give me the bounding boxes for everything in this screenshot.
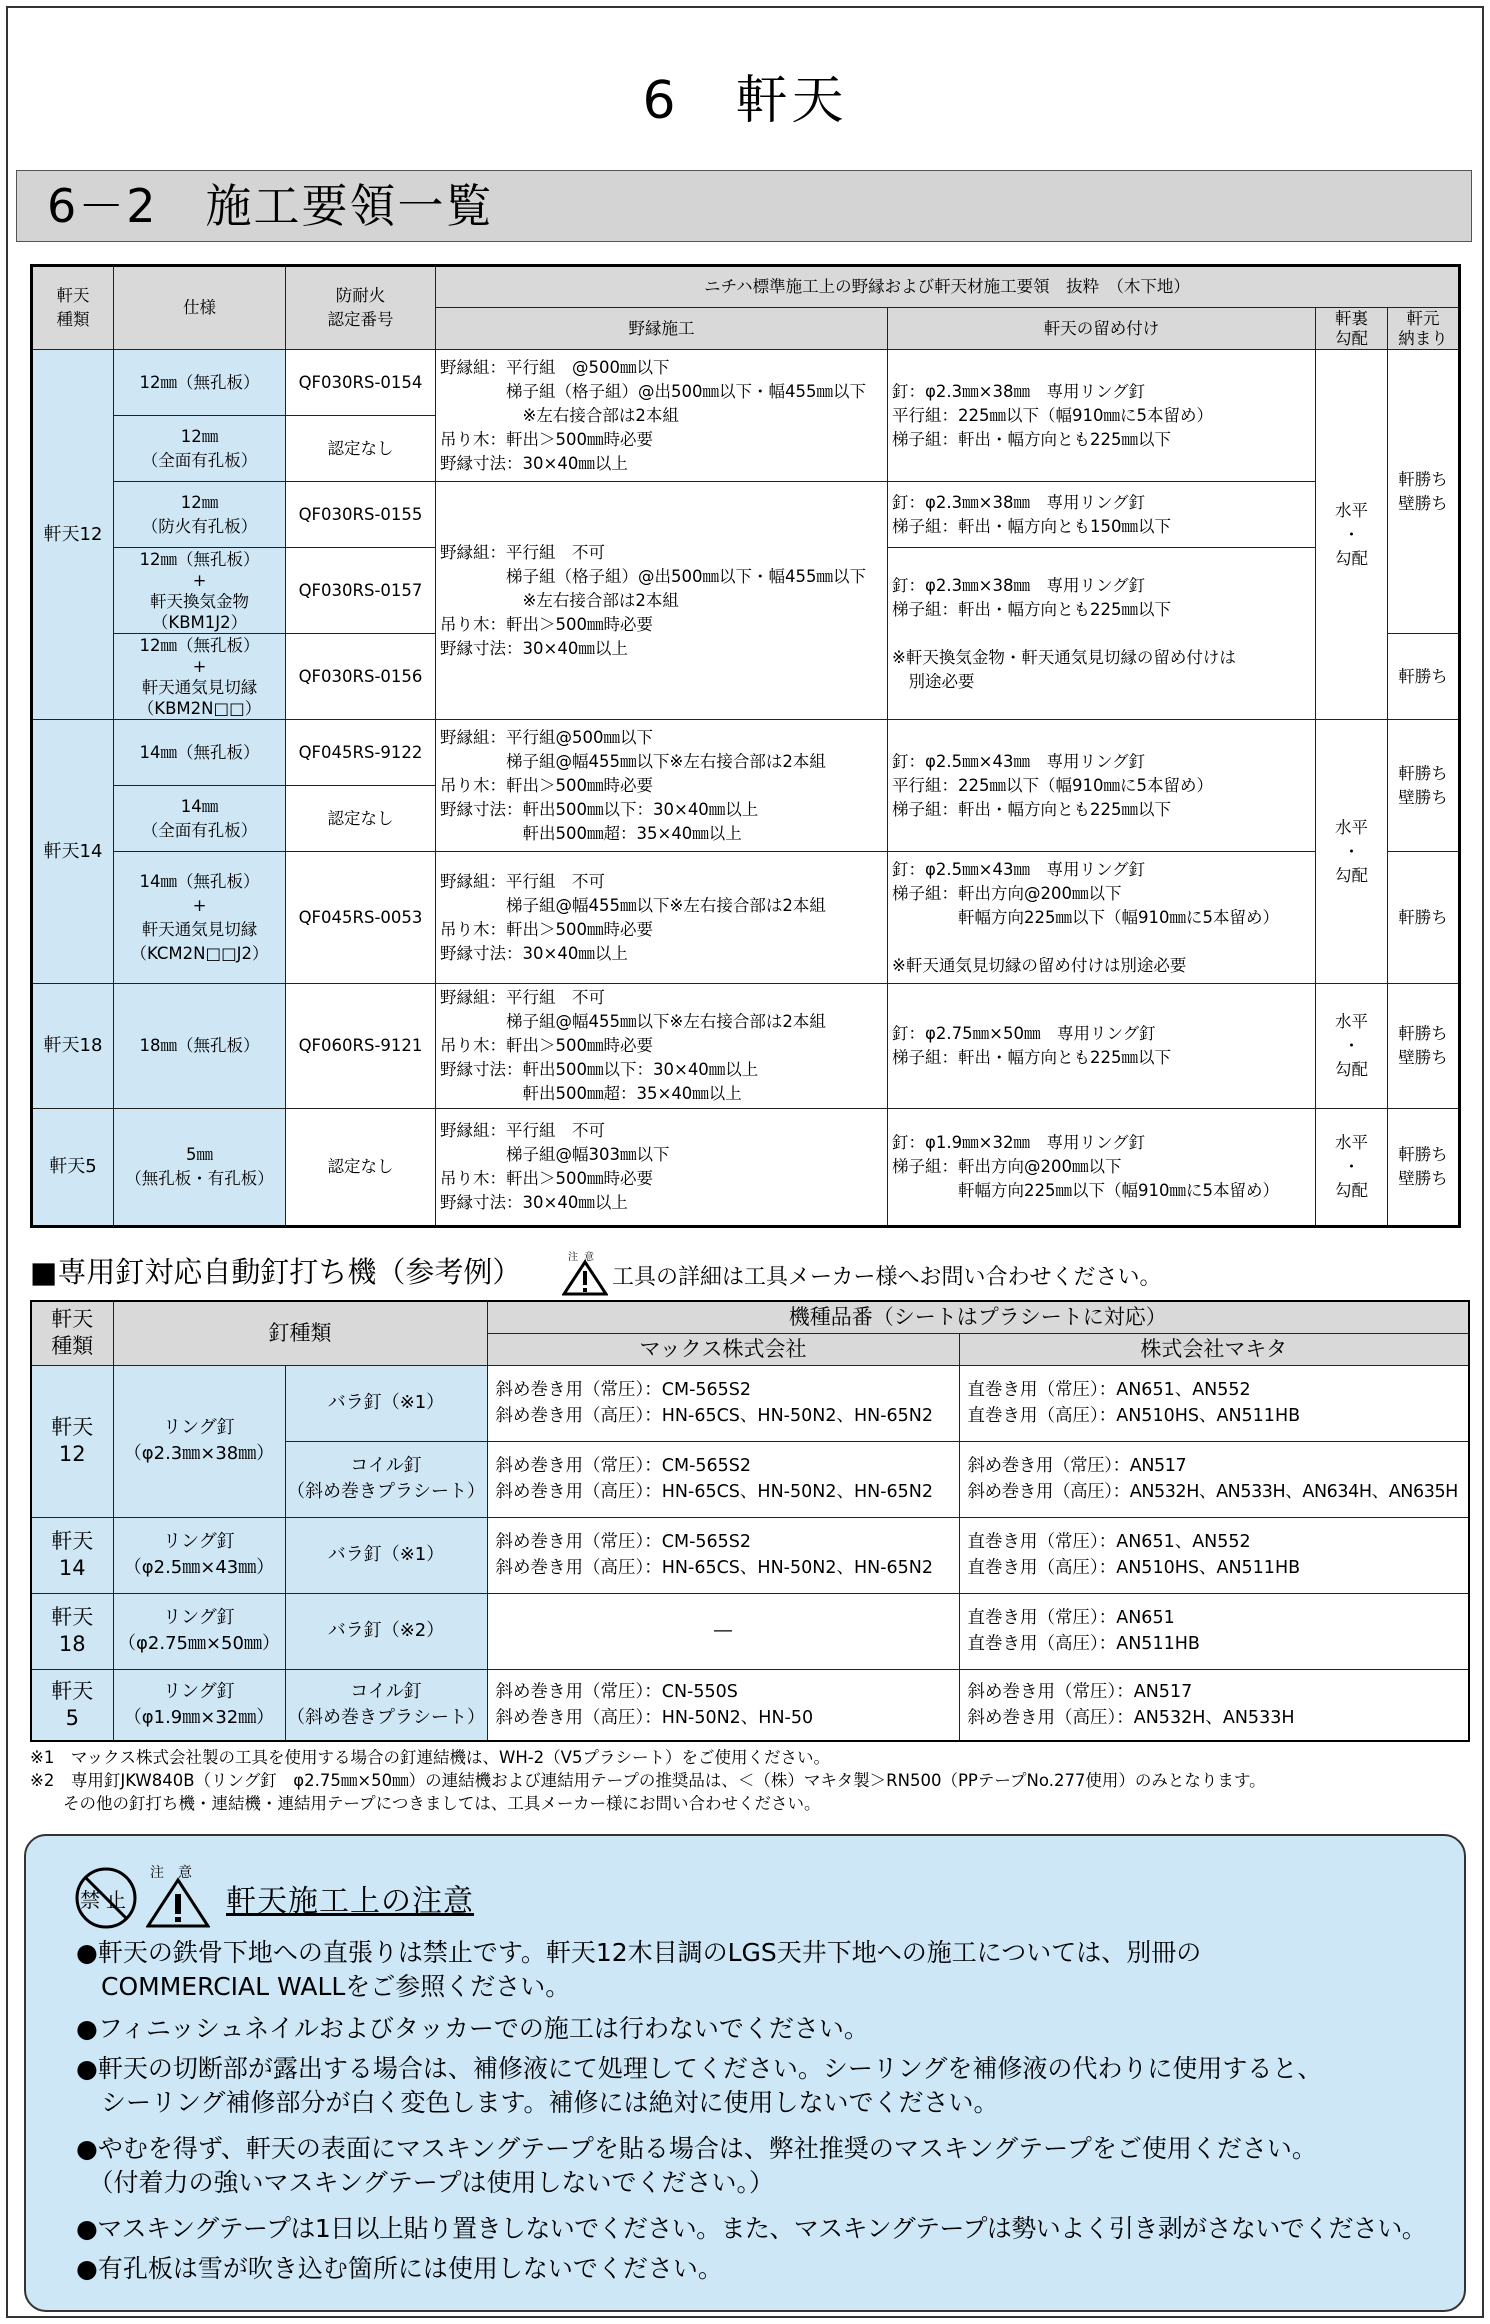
- fire-cell: QF045RS-0053: [286, 852, 436, 984]
- spec-cell: 14㎜ （全面有孔板）: [114, 786, 286, 852]
- kind-cell: 軒天12: [32, 350, 114, 720]
- nailer-heading: ■専用釘対応自動釘打ち機（参考例）: [30, 1255, 522, 1289]
- header-fire: 防耐火 認定番号: [286, 266, 436, 350]
- fix-cell: 釘：φ2.3㎜×38㎜ 専用リング釘 梯子組：軒出・幅方向とも225㎜以下 ※軒天換気金物・軒天通気見切縁の留め付けは 別途必要: [888, 548, 1316, 720]
- caution-item: ●軒天の鉄骨下地への直張りは禁止です。軒天12木目調のLGS天井下地への施工については、別冊の COMMERCIAL WALLをご参照ください。: [76, 1938, 1202, 2001]
- fire-cell: QF030RS-0157: [286, 548, 436, 634]
- kind-cell: 軒天14: [32, 720, 114, 984]
- header-model: 機種品番（シートはプラシートに対応）: [487, 1301, 1469, 1333]
- makita-cell: 直巻き用（常圧）：AN651、AN552 直巻き用（高圧）：AN510HS、AN511HB: [959, 1365, 1469, 1441]
- warning-icon-label: 注意: [568, 1252, 600, 1263]
- slope-cell: 水平 ・ 勾配: [1316, 720, 1388, 984]
- construction-table: [30, 264, 1461, 1228]
- kind-cell: 軒天18: [32, 984, 114, 1109]
- end-cell: 軒勝ち 壁勝ち: [1388, 1109, 1460, 1227]
- warning-icon: [146, 1866, 210, 1930]
- spec-cell: 12㎜（無孔板） + 軒天換気金物 （KBM1J2）: [114, 548, 286, 634]
- warning-icon-label: 注意: [150, 1865, 206, 1881]
- end-cell: 軒勝ち: [1388, 634, 1460, 720]
- nailer-note: [562, 1254, 1162, 1296]
- caution-title: 軒天施工上の注意: [226, 1884, 474, 1919]
- header-makita: 株式会社マキタ: [959, 1333, 1469, 1365]
- prohibit-icon: [74, 1866, 138, 1930]
- fix-cell: 釘：φ2.5㎜×43㎜ 専用リング釘 梯子組：軒出方向@200㎜以下 軒幅方向225㎜以下（幅910㎜に5本留め） ※軒天通気見切縁の留め付けは別途必要: [888, 852, 1316, 984]
- max-cell: 斜め巻き用（常圧）：CM-565S2 斜め巻き用（高圧）：HN-65CS、HN-50N2、HN-65N2: [487, 1517, 959, 1593]
- nobuchi-cell: 野縁組：平行組 不可 梯子組@幅303㎜以下 吊り木：軒出＞500㎜時必要 野縁寸法：30×40㎜以上: [436, 1109, 888, 1227]
- max-cell: 斜め巻き用（常圧）：CN-550S 斜め巻き用（高圧）：HN-50N2、HN-50: [487, 1669, 959, 1741]
- spec-cell: 12㎜ （防火有孔板）: [114, 482, 286, 548]
- nail-cell: リング釘 （φ2.75㎜×50㎜）: [113, 1593, 285, 1669]
- makita-cell: 直巻き用（常圧）：AN651、AN552 直巻き用（高圧）：AN510HS、AN511HB: [959, 1517, 1469, 1593]
- max-cell: 斜め巻き用（常圧）：CM-565S2 斜め巻き用（高圧）：HN-65CS、HN-50N2、HN-65N2: [487, 1365, 959, 1441]
- caution-item: ●フィニッシュネイルおよびタッカーでの施工は行わないでください。: [76, 2014, 869, 2043]
- spec-cell: 12㎜（無孔板）: [114, 350, 286, 416]
- header-end: 軒元 納まり: [1388, 308, 1460, 350]
- fix-cell: 釘：φ2.5㎜×43㎜ 専用リング釘 平行組：225㎜以下（幅910㎜に5本留め） 梯子組：軒出・幅方向とも225㎜以下: [888, 720, 1316, 852]
- slope-cell: 水平 ・ 勾配: [1316, 1109, 1388, 1227]
- fix-cell: 釘：φ2.75㎜×50㎜ 専用リング釘 梯子組：軒出・幅方向とも225㎜以下: [888, 984, 1316, 1109]
- slope-cell: 水平 ・ 勾配: [1316, 350, 1388, 720]
- header-kind: 軒天 種類: [31, 1301, 113, 1365]
- nobuchi-cell: 野縁組：平行組 不可 梯子組@幅455㎜以下※左右接合部は2本組 吊り木：軒出＞500㎜時必要 野縁寸法：30×40㎜以上: [436, 852, 888, 984]
- max-cell: ―: [487, 1593, 959, 1669]
- fix-cell: 釘：φ2.3㎜×38㎜ 専用リング釘 平行組：225㎜以下（幅910㎜に5本留め） 梯子組：軒出・幅方向とも225㎜以下: [888, 350, 1316, 482]
- max-cell: 斜め巻き用（常圧）：CM-565S2 斜め巻き用（高圧）：HN-65CS、HN-50N2、HN-65N2: [487, 1441, 959, 1517]
- nail-cell: リング釘 （φ2.5㎜×43㎜）: [113, 1517, 285, 1593]
- section-title: 6－2 施工要領一覧: [16, 170, 1472, 242]
- type-cell: コイル釘 （斜め巻きプラシート）: [285, 1669, 487, 1741]
- nailer-note-text: 工具の詳細は工具メーカー様へお問い合わせください。: [612, 1264, 1162, 1290]
- header-spec: 仕様: [114, 266, 286, 350]
- kind-cell: 軒天 12: [31, 1365, 113, 1517]
- nail-cell: リング釘 （φ2.3㎜×38㎜）: [113, 1365, 285, 1517]
- end-cell: 軒勝ち 壁勝ち: [1388, 350, 1460, 634]
- fix-cell: 釘：φ2.3㎜×38㎜ 専用リング釘 梯子組：軒出・幅方向とも150㎜以下: [888, 482, 1316, 548]
- page-title: 6 軒天: [642, 71, 848, 131]
- spec-cell: 5㎜ （無孔板・有孔板）: [114, 1109, 286, 1227]
- footnotes: ※1 マックス株式会社製の工具を使用する場合の釘連結機は、WH-2（V5プラシート）をご使用ください。 ※2 専用釘JKW840B（リング釘 φ2.75㎜×50㎜）の連結機および連結用テープの推奨品は、＜（株）マキタ製＞RN500（PPテープNo.277使用）のみとなります。 その他の釘打ち機・連結機・連結用テープにつきましては、工具メーカー様にお問い合わせください。: [30, 1748, 1266, 1813]
- type-cell: バラ釘（※1）: [285, 1517, 487, 1593]
- prohibit-icon-label: 禁止: [80, 1888, 132, 1912]
- nailer-table: [30, 1300, 1470, 1742]
- kind-cell: 軒天5: [32, 1109, 114, 1227]
- caution-box: [24, 1834, 1466, 2312]
- fire-cell: 認定なし: [286, 416, 436, 482]
- kind-cell: 軒天 14: [31, 1517, 113, 1593]
- header-max: マックス株式会社: [487, 1333, 959, 1365]
- spec-cell: 18㎜（無孔板）: [114, 984, 286, 1109]
- header-group: ニチハ標準施工上の野縁および軒天材施工要領 抜粋 （木下地）: [436, 266, 1460, 308]
- caution-item: ●やむを得ず、軒天の表面にマスキングテープを貼る場合は、弊社推奨のマスキングテープをご使用ください。 （付着力の強いマスキングテープは使用しないでください。）: [76, 2134, 1317, 2197]
- type-cell: バラ釘（※2）: [285, 1593, 487, 1669]
- nobuchi-cell: 野縁組：平行組 不可 梯子組@幅455㎜以下※左右接合部は2本組 吊り木：軒出＞500㎜時必要 野縁寸法：軒出500㎜以下：30×40㎜以上 軒出500㎜超：35×40㎜以上: [436, 984, 888, 1109]
- fire-cell: QF060RS-9121: [286, 984, 436, 1109]
- makita-cell: 斜め巻き用（常圧）：AN517 斜め巻き用（高圧）：AN532H、AN533H、AN634H、AN635H: [959, 1441, 1469, 1517]
- nobuchi-cell: 野縁組：平行組 不可 梯子組（格子組）@出500㎜以下・幅455㎜以下 ※左右接合部は2本組 吊り木：軒出＞500㎜時必要 野縁寸法：30×40㎜以上: [436, 482, 888, 720]
- caution-item: ●有孔板は雪が吹き込む箇所には使用しないでください。: [76, 2254, 723, 2283]
- fix-cell: 釘：φ1.9㎜×32㎜ 専用リング釘 梯子組：軒出方向@200㎜以下 軒幅方向225㎜以下（幅910㎜に5本留め）: [888, 1109, 1316, 1227]
- header-kind: 軒天 種類: [32, 266, 114, 350]
- nobuchi-cell: 野縁組：平行組@500㎜以下 梯子組@幅455㎜以下※左右接合部は2本組 吊り木：軒出＞500㎜時必要 野縁寸法：軒出500㎜以下：30×40㎜以上 軒出500㎜超：35×40㎜以上: [436, 720, 888, 852]
- type-cell: バラ釘（※1）: [285, 1365, 487, 1441]
- caution-header: [74, 1866, 474, 1930]
- spec-cell: 12㎜（無孔板） + 軒天通気見切縁 （KBM2N□□）: [114, 634, 286, 720]
- fire-cell: QF030RS-0155: [286, 482, 436, 548]
- kind-cell: 軒天 18: [31, 1593, 113, 1669]
- spec-cell: 14㎜（無孔板） + 軒天通気見切縁 （KCM2N□□J2）: [114, 852, 286, 984]
- caution-item: ●マスキングテープは1日以上貼り置きしないでください。また、マスキングテープは勢いよく引き剥がさないでください。: [76, 2214, 1427, 2243]
- spec-cell: 14㎜（無孔板）: [114, 720, 286, 786]
- fire-cell: 認定なし: [286, 1109, 436, 1227]
- fire-cell: 認定なし: [286, 786, 436, 852]
- header-slope: 軒裏 勾配: [1316, 308, 1388, 350]
- warning-icon: [562, 1254, 608, 1296]
- end-cell: 軒勝ち 壁勝ち: [1388, 720, 1460, 852]
- header-nail: 釘種類: [113, 1301, 487, 1365]
- header-nobuchi: 野縁施工: [436, 308, 888, 350]
- kind-cell: 軒天 5: [31, 1669, 113, 1741]
- nobuchi-cell: 野縁組：平行組 @500㎜以下 梯子組（格子組）@出500㎜以下・幅455㎜以下 ※左右接合部は2本組 吊り木：軒出＞500㎜時必要 野縁寸法：30×40㎜以上: [436, 350, 888, 482]
- fire-cell: QF030RS-0154: [286, 350, 436, 416]
- end-cell: 軒勝ち: [1388, 852, 1460, 984]
- caution-item: ●軒天の切断部が露出する場合は、補修液にて処理してください。シーリングを補修液の代わりに使用すると、 シーリング補修部分が白く変色します。補修には絶対に使用しないでください。: [76, 2054, 1323, 2117]
- header-fix: 軒天の留め付け: [888, 308, 1316, 350]
- spec-cell: 12㎜ （全面有孔板）: [114, 416, 286, 482]
- fire-cell: QF045RS-9122: [286, 720, 436, 786]
- nail-cell: リング釘 （φ1.9㎜×32㎜）: [113, 1669, 285, 1741]
- fire-cell: QF030RS-0156: [286, 634, 436, 720]
- makita-cell: 直巻き用（常圧）：AN651 直巻き用（高圧）：AN511HB: [959, 1593, 1469, 1669]
- slope-cell: 水平 ・ 勾配: [1316, 984, 1388, 1109]
- makita-cell: 斜め巻き用（常圧）：AN517 斜め巻き用（高圧）：AN532H、AN533H: [959, 1669, 1469, 1741]
- end-cell: 軒勝ち 壁勝ち: [1388, 984, 1460, 1109]
- type-cell: コイル釘 （斜め巻きプラシート）: [285, 1441, 487, 1517]
